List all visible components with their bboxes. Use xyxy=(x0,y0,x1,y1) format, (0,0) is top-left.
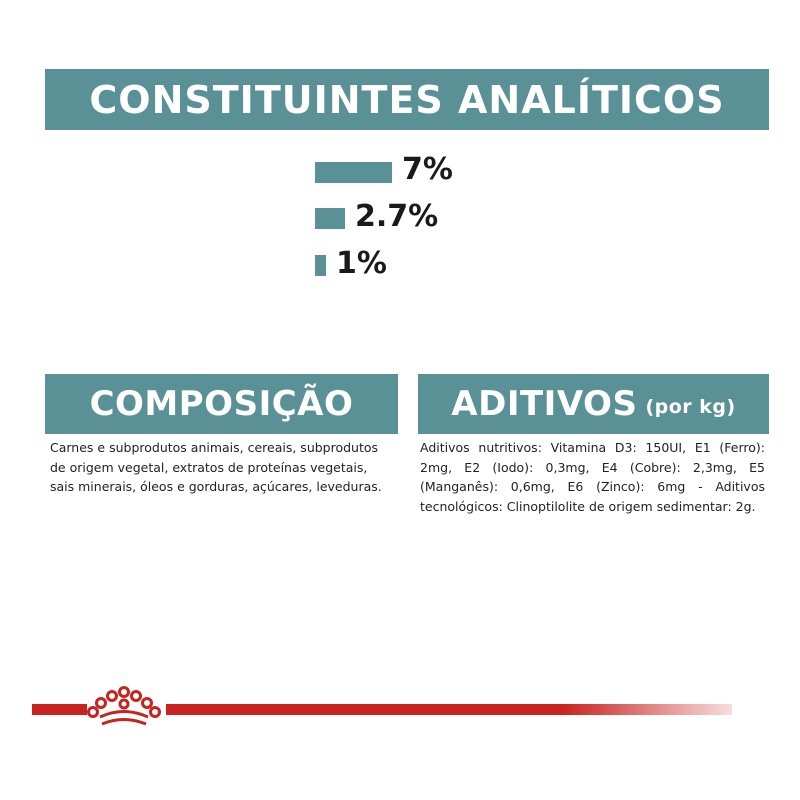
composition-text: Carnes e subprodutos animais, cereais, subprodutos de origem vegetal, extratos de proteínas vegetais, sais minerais, óleos e gorduras, açúcares, leveduras. xyxy=(50,440,382,494)
analytic-value: 1% xyxy=(336,246,387,281)
analytic-bar xyxy=(315,162,392,183)
analytical-constituents-title: CONSTITUINTES ANALÍTICOS xyxy=(89,77,725,122)
additives-text: Aditivos nutritivos: Vitamina D3: 150UI, E1 (Ferro): 2mg, E2 (Iodo): 0,3mg, E4 (Cobre): 2,3mg, E5 (Manganês): 0,6mg, E6 (Zinco): 6mg - Aditivos tecnológicos: Clinoptilolite de origem sedimentar: 2g. xyxy=(420,440,765,514)
additives-title: ADITIVOS xyxy=(451,384,638,424)
footer-line xyxy=(166,704,732,715)
analytic-bar xyxy=(315,255,326,276)
additives-header xyxy=(418,374,769,434)
analytic-value: 7% xyxy=(402,152,453,187)
analytical-constituents-header xyxy=(45,69,769,130)
crown-icon xyxy=(86,684,162,728)
analytic-bar xyxy=(315,208,345,229)
additives-unit: (por kg) xyxy=(645,396,736,418)
footer-line xyxy=(32,704,87,715)
composition-title: COMPOSIÇÃO xyxy=(89,384,354,424)
composition-header xyxy=(45,374,398,434)
analytic-value: 2.7% xyxy=(355,199,439,234)
